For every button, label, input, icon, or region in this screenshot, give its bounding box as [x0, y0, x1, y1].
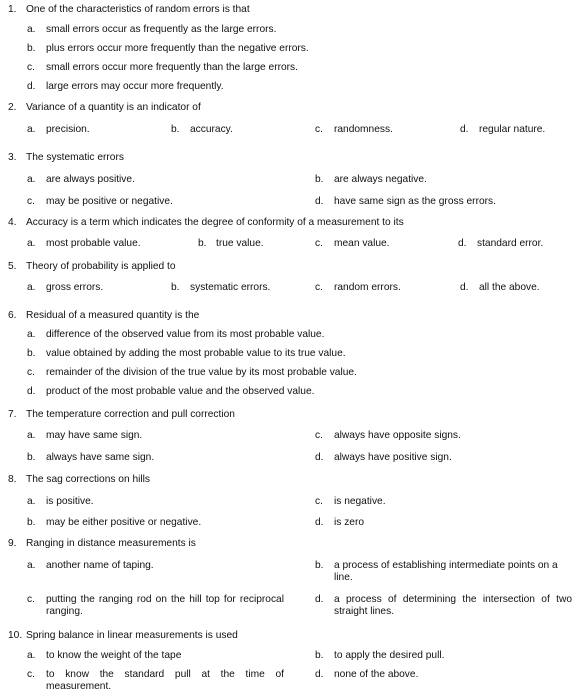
- option-letter: c.: [315, 430, 323, 441]
- option-letter: b.: [27, 452, 36, 463]
- option-text: to apply the desired pull.: [334, 650, 445, 661]
- option-text: difference of the observed value from its most probable value.: [46, 329, 325, 340]
- option-letter: d.: [458, 238, 467, 249]
- option-text: small errors occur as frequently as the large errors.: [46, 24, 277, 35]
- option-text: always have same sign.: [46, 452, 155, 463]
- option-letter: b.: [27, 517, 36, 528]
- option-text: mean value.: [334, 238, 390, 249]
- option-letter: d.: [315, 196, 324, 207]
- question-stem: Theory of probability is applied to: [26, 261, 176, 272]
- option-letter: c.: [315, 282, 323, 293]
- option-letter: a.: [27, 238, 36, 249]
- question-stem: Spring balance in linear measurements is used: [26, 630, 238, 641]
- option-text: a process of determining the intersection of two straight lines.: [334, 594, 572, 618]
- option-text: gross errors.: [46, 282, 104, 293]
- option-text: value obtained by adding the most probable value to its true value.: [46, 348, 346, 359]
- option-letter: a.: [27, 560, 36, 571]
- option-text: plus errors occur more frequently than the negative errors.: [46, 43, 309, 54]
- option-letter: d.: [27, 81, 36, 92]
- question-number: 6.: [8, 310, 17, 321]
- question-stem: The systematic errors: [26, 152, 124, 163]
- option-text: have same sign as the gross errors.: [334, 196, 496, 207]
- option-text: remainder of the division of the true value by its most probable value.: [46, 367, 357, 378]
- option-letter: b.: [315, 174, 324, 185]
- question-number: 4.: [8, 217, 17, 228]
- option-letter: c.: [27, 669, 35, 680]
- option-text: putting the ranging rod on the hill top for reciprocal ranging.: [46, 594, 284, 618]
- option-letter: c.: [315, 496, 323, 507]
- option-letter: d.: [460, 124, 469, 135]
- question-stem: Residual of a measured quantity is the: [26, 310, 200, 321]
- option-letter: a.: [27, 174, 36, 185]
- option-letter: d.: [460, 282, 469, 293]
- option-letter: a.: [27, 430, 36, 441]
- option-text: always have opposite signs.: [334, 430, 461, 441]
- question-stem: The sag corrections on hills: [26, 474, 151, 485]
- option-text: to know the standard pull at the time of measurement.: [46, 669, 284, 693]
- question-number: 1.: [8, 4, 17, 15]
- option-text: all the above.: [479, 282, 540, 293]
- option-text: small errors occur more frequently than the large errors.: [46, 62, 298, 73]
- option-text: regular nature.: [479, 124, 546, 135]
- option-letter: a.: [27, 24, 36, 35]
- option-text: to know the weight of the tape: [46, 650, 182, 661]
- option-text: a process of establishing intermediate points on a line.: [334, 560, 558, 584]
- option-text: are always negative.: [334, 174, 427, 185]
- option-text: are always positive.: [46, 174, 135, 185]
- option-letter: c.: [315, 124, 323, 135]
- option-letter: c.: [27, 62, 35, 73]
- option-letter: a.: [27, 282, 36, 293]
- option-letter: a.: [27, 650, 36, 661]
- question-stem: The temperature correction and pull correction: [26, 409, 235, 420]
- question-number: 5.: [8, 261, 17, 272]
- question-number: 7.: [8, 409, 17, 420]
- option-letter: c.: [27, 367, 35, 378]
- option-text: may be positive or negative.: [46, 196, 173, 207]
- option-letter: c.: [27, 594, 35, 605]
- option-text: another name of taping.: [46, 560, 154, 571]
- option-text: precision.: [46, 124, 90, 135]
- option-letter: b.: [315, 650, 324, 661]
- option-text: accuracy.: [190, 124, 233, 135]
- option-text: always have positive sign.: [334, 452, 452, 463]
- question-stem: Variance of a quantity is an indicator of: [26, 102, 201, 113]
- question-number: 9.: [8, 538, 17, 549]
- question-stem: Accuracy is a term which indicates the degree of conformity of a measurement to its: [26, 217, 404, 228]
- question-stem: Ranging in distance measurements is: [26, 538, 196, 549]
- option-text: standard error.: [477, 238, 544, 249]
- option-text: systematic errors.: [190, 282, 271, 293]
- option-letter: a.: [27, 496, 36, 507]
- option-letter: b.: [27, 43, 36, 54]
- option-text: is zero: [334, 517, 365, 528]
- question-number: 2.: [8, 102, 17, 113]
- option-text: most probable value.: [46, 238, 141, 249]
- option-letter: c.: [27, 196, 35, 207]
- option-text: random errors.: [334, 282, 401, 293]
- option-letter: a.: [27, 124, 36, 135]
- option-letter: b.: [171, 124, 180, 135]
- option-letter: b.: [171, 282, 180, 293]
- question-number: 10.: [8, 630, 23, 641]
- option-letter: b.: [315, 560, 324, 571]
- option-letter: d.: [315, 517, 324, 528]
- question-number: 3.: [8, 152, 17, 163]
- option-letter: d.: [315, 669, 324, 680]
- option-text: large errors may occur more frequently.: [46, 81, 224, 92]
- option-letter: d.: [27, 386, 36, 397]
- option-letter: c.: [315, 238, 323, 249]
- option-text: true value.: [216, 238, 264, 249]
- option-text: product of the most probable value and the observed value.: [46, 386, 315, 397]
- option-text: may have same sign.: [46, 430, 143, 441]
- option-letter: a.: [27, 329, 36, 340]
- option-text: may be either positive or negative.: [46, 517, 202, 528]
- option-text: randomness.: [334, 124, 393, 135]
- question-stem: One of the characteristics of random errors is that: [26, 4, 250, 15]
- option-letter: d.: [315, 594, 324, 605]
- option-text: is negative.: [334, 496, 386, 507]
- option-letter: d.: [315, 452, 324, 463]
- option-letter: b.: [27, 348, 36, 359]
- question-number: 8.: [8, 474, 17, 485]
- option-text: none of the above.: [334, 669, 419, 680]
- option-text: is positive.: [46, 496, 94, 507]
- option-letter: b.: [198, 238, 207, 249]
